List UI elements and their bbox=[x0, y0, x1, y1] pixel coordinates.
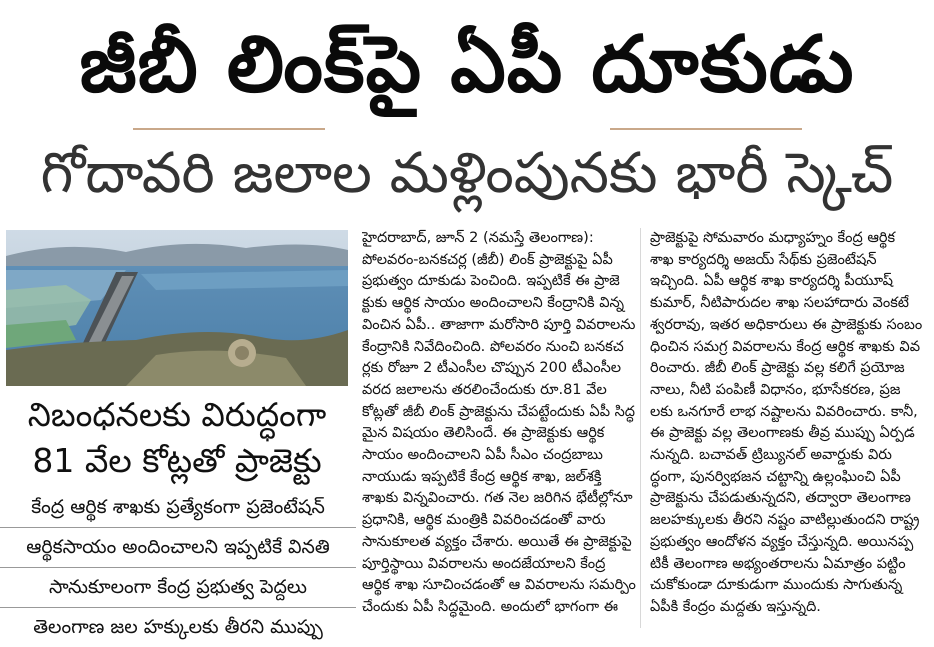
article-line: శ్వరరావు, ఇతర అధికారులు ఈ ప్రాజెక్టుకు సంబం bbox=[650, 316, 923, 333]
article-line: రించారు. జీబీ లింక్ ప్రాజెక్టు వల్ల కలిగే ప్రయోజ bbox=[650, 360, 905, 377]
article-line: లకు ఒనగూరే లాభ నష్టాలను వివరించారు. కానీ, bbox=[650, 403, 918, 420]
article-line: సాయం అందించాలని ఏపీ సీఎం చంద్రబాబు bbox=[362, 447, 603, 464]
article-line: జలహక్కులకు తీరని నష్టం వాటిల్లుతుందని రాష్ట్ర bbox=[650, 512, 920, 529]
side-heading-line: నిబంధనలకు విరుద్ధంగా bbox=[27, 395, 327, 434]
divider-left bbox=[133, 128, 325, 130]
highlight-item: సానుకూలంగా కేంద్ర ప్రభుత్వ పెద్దలు bbox=[0, 567, 356, 607]
article-line: హైదరాబాద్, జూన్ 2 (నమస్తే తెలంగాణ): bbox=[362, 230, 594, 246]
article-line: కోట్లతో జీబీ లింక్ ప్రాజెక్టును చేపట్టేందుకు ఏపీ సిద్ధ bbox=[362, 403, 636, 420]
article-line: ధించిన సమగ్ర వివరాలను కేంద్ర ఆర్థిక శాఖకు వివ bbox=[650, 338, 921, 355]
article-line: పూర్తిస్థాయి వివరాలను అందజేయాలని కేంద్ర bbox=[362, 555, 606, 572]
highlight-item: ఆర్థికసాయం అందించాలని ఇప్పటికే వినతి bbox=[0, 527, 356, 567]
article-line: టికీ తెలంగాణ అభ్యంతరాలను ఏమాత్రం పట్టిం bbox=[650, 555, 906, 572]
article-line: చేందుకు ఏపీ సిద్ధమైంది. అందులో భాగంగా ఈ bbox=[362, 598, 619, 615]
article-line: కుమార్, నీటిపారుదల శాఖ సలహాదారు వెంకటే bbox=[650, 295, 909, 312]
article-line: శాఖకు విన్నవించారు. గత నెల జరిగిన భేటీల్లోనూ bbox=[362, 490, 633, 507]
article-line: వించిన ఏపీ.. తాజాగా మరోసారి పూర్తి వివరాలను bbox=[362, 316, 636, 333]
article-line: సానుకూలత వ్యక్తం చేశారు. అయితే ఈ ప్రాజెక్టుపై bbox=[362, 533, 632, 550]
article-line: ద్ధంగా, పునర్విభజన చట్టాన్ని ఉల్లంఘించి ఏపీ bbox=[650, 468, 901, 485]
article-line: మైన విషయం తెలిసిందే. ఈ ప్రాజెక్టుకు ఆర్థిక bbox=[362, 425, 605, 442]
article-line: నాయుడు ఇప్పటికే కేంద్ర ఆర్థిక శాఖ, జల్‌శక్తి bbox=[362, 468, 602, 485]
highlight-item: తెలంగాణ జల హక్కులకు తీరని ముప్పు bbox=[0, 607, 356, 647]
highlight-item: కేంద్ర ఆర్థిక శాఖకు ప్రత్యేకంగా ప్రజెంటేషన్ bbox=[31, 496, 325, 518]
headline: జీబీ లింక్‌పై ఏపీ దూకుడు bbox=[79, 20, 855, 110]
article-line: కేంద్రానికి నివేదించింది. పోలవరం నుంచి బనకచ bbox=[362, 338, 624, 355]
divider-right bbox=[610, 128, 802, 130]
subheadline: గోదావరి జలాల మళ్లింపునకు భారీ స్కెచ్ bbox=[40, 141, 894, 206]
article-line: ప్రధానికి, ఆర్థిక మంత్రికి వివరించడంతో వారు bbox=[362, 512, 606, 529]
article-line: ప్రభుత్వం దూకుడు పెంచింది. ఇప్పటికే ఈ ప్రాజె bbox=[362, 273, 620, 290]
article-line: ఆర్థిక శాఖ సూచించడంతో ఆ వివరాలను సమర్పిం bbox=[362, 577, 636, 594]
article-line: ప్రభుత్వం ఆందోళన వ్యక్తం చేస్తున్నది. అయినప్ప bbox=[650, 533, 914, 550]
side-heading-line: 81 వేల కోట్లతో ప్రాజెక్టు bbox=[32, 441, 322, 480]
article-line: క్టుకు ఆర్థిక సాయం అందించాలని కేంద్రానికి విన్న bbox=[362, 295, 624, 312]
article-line: శాఖ కార్యదర్శి అజయ్ సేథ్‌కు ప్రజెంటేషన్ bbox=[650, 251, 877, 268]
article-line: ఈ ప్రాజెక్టు వల్ల తెలంగాణకు తీవ్ర ముప్పు ఏర్పడ bbox=[650, 425, 915, 442]
column-divider bbox=[640, 228, 641, 628]
article-line: వరద జలాలను తరలించేందుకు రూ.81 వేల bbox=[362, 381, 607, 398]
highlights-list bbox=[0, 488, 356, 647]
article-line: ర్లకు రోజూ 2 టీఎంసీల చొప్పున 200 టీఎంసీల bbox=[362, 360, 622, 377]
article-line: ప్రాజెక్టును చేపడుతున్నదని, తద్వారా తెలంగాణ bbox=[650, 490, 911, 507]
article-line: ఏపీకి కేంద్రం మద్దతు ఇస్తున్నది. bbox=[650, 598, 821, 615]
article-line: చుకోకుండా దూకుడుగా ముందుకు సాగుతున్న bbox=[650, 577, 903, 594]
article-column-1 bbox=[362, 228, 644, 619]
dam-photo bbox=[6, 230, 348, 386]
article-line: ఇచ్చింది. ఏపీ ఆర్థిక శాఖ కార్యదర్శి పీయూష్ bbox=[650, 273, 893, 290]
article-line: నాలు, నీటి పంపిణీ విధానం, భూసేకరణ, ప్రజ bbox=[650, 381, 901, 398]
article-line: పోలవరం-బనకచర్ల (జీబీ) లింక్ ప్రాజెక్టుపై ఏపీ bbox=[362, 251, 613, 268]
article-line: నున్నది. బచావత్ ట్రిబ్యునల్ అవార్డుకు విరు bbox=[650, 447, 892, 464]
side-heading bbox=[6, 392, 348, 484]
article-column-2 bbox=[650, 228, 932, 619]
article-line: ప్రాజెక్టుపై సోమవారం మధ్యాహ్నం కేంద్ర ఆర్థిక bbox=[650, 230, 896, 246]
